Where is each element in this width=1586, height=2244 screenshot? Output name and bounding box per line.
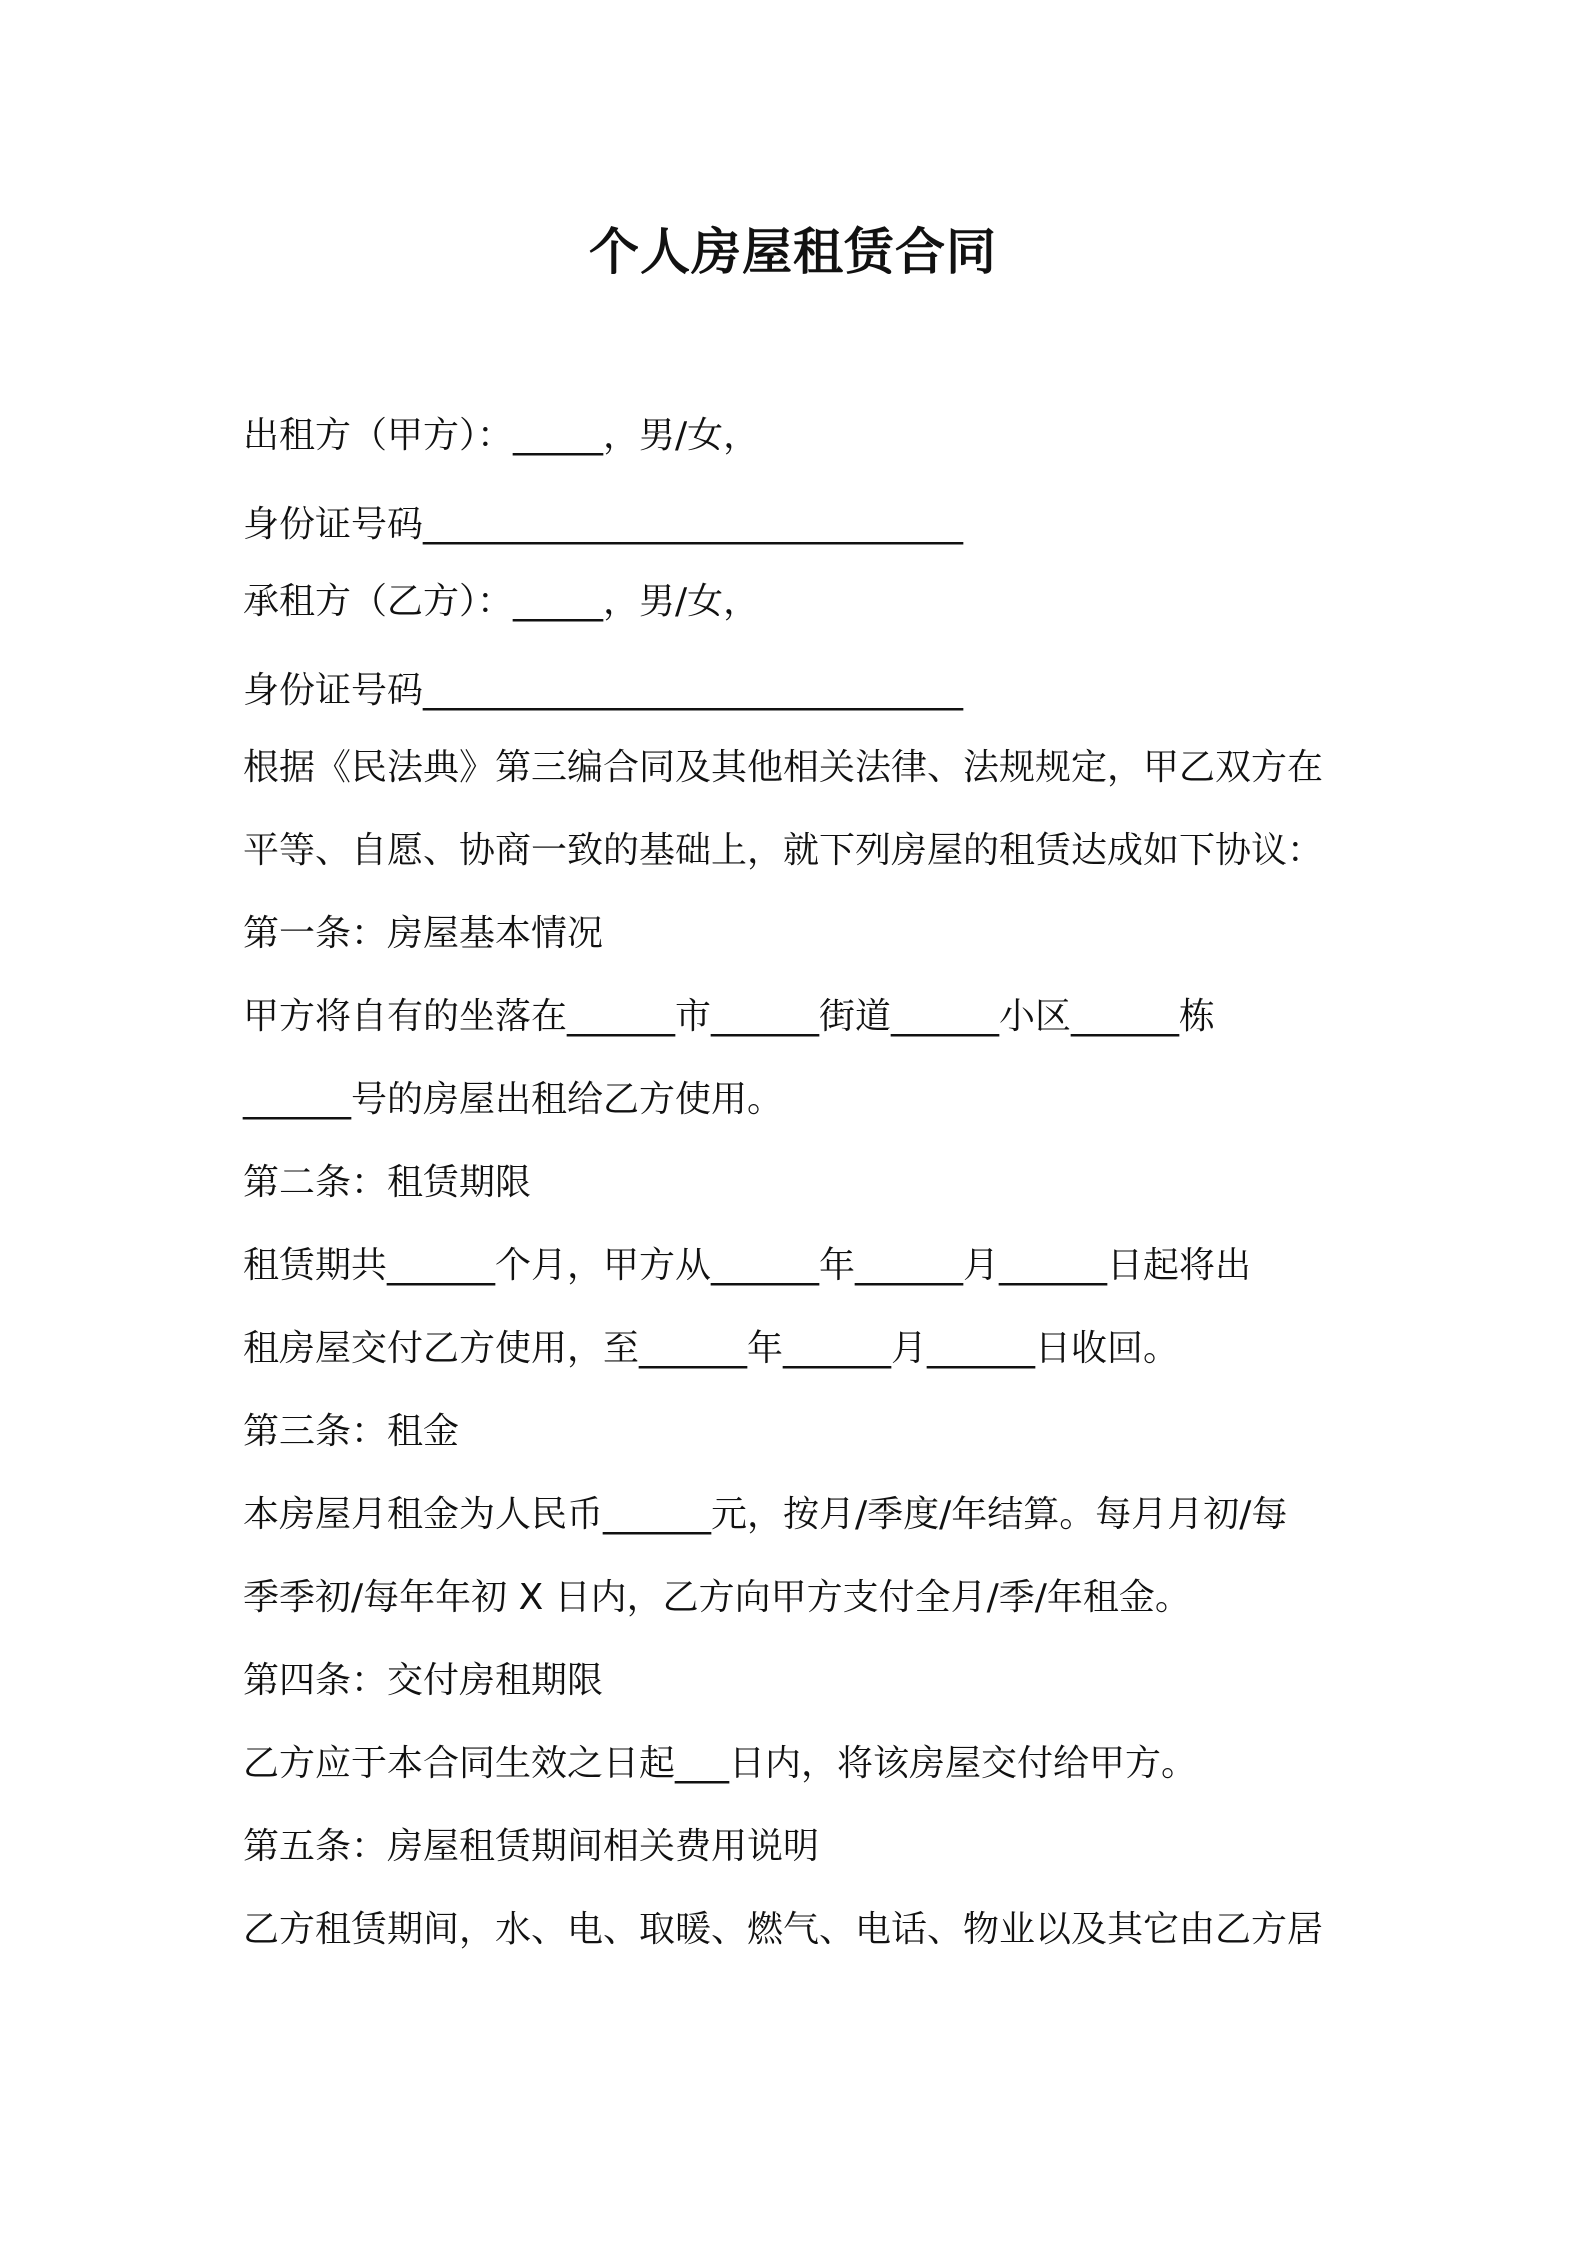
article-3-line-1: 本房屋月租金为人民币______元，按月/季度/年结算。每月月初/每: [243, 1494, 1288, 1535]
article-1-heading: 第一条：房屋基本情况: [243, 913, 604, 954]
article-2-line-2: 租房屋交付乙方使用，至______年______月______日收回。: [243, 1328, 1180, 1369]
lessee-line: 承租方（乙方）：_____，男/女，: [243, 581, 760, 622]
article-5-line-1: 乙方租赁期间，水、电、取暖、燃气、电话、物业以及其它由乙方居: [243, 1909, 1324, 1950]
lessor-line: 出租方（甲方）：_____，男/女，: [243, 415, 760, 456]
preamble-line-2: 平等、自愿、协商一致的基础上，就下列房屋的租赁达成如下协议：: [243, 830, 1324, 871]
document-title: 个人房屋租赁合同: [589, 223, 997, 281]
article-4-line-1: 乙方应于本合同生效之日起___日内，将该房屋交付给甲方。: [243, 1743, 1198, 1784]
article-3-heading: 第三条：租金: [243, 1411, 460, 1452]
article-1-line-1: 甲方将自有的坐落在______市______街道______小区______栋: [243, 996, 1216, 1037]
article-2-heading: 第二条：租赁期限: [243, 1162, 532, 1203]
article-2-line-1: 租赁期共______个月，甲方从______年______月______日起将出: [243, 1245, 1252, 1286]
lessor-id-line: 身份证号码______________________________: [243, 504, 964, 545]
lessee-id-line: 身份证号码______________________________: [243, 670, 964, 711]
article-5-heading: 第五条：房屋租赁期间相关费用说明: [243, 1826, 820, 1867]
article-1-line-2: ______号的房屋出租给乙方使用。: [243, 1079, 784, 1120]
article-4-heading: 第四条：交付房租期限: [243, 1660, 604, 1701]
article-3-line-2: 季季初/每年年初 X 日内，乙方向甲方支付全月/季/年租金。: [243, 1577, 1191, 1618]
preamble-line-1: 根据《民法典》第三编合同及其他相关法律、法规规定，甲乙双方在: [243, 747, 1324, 788]
